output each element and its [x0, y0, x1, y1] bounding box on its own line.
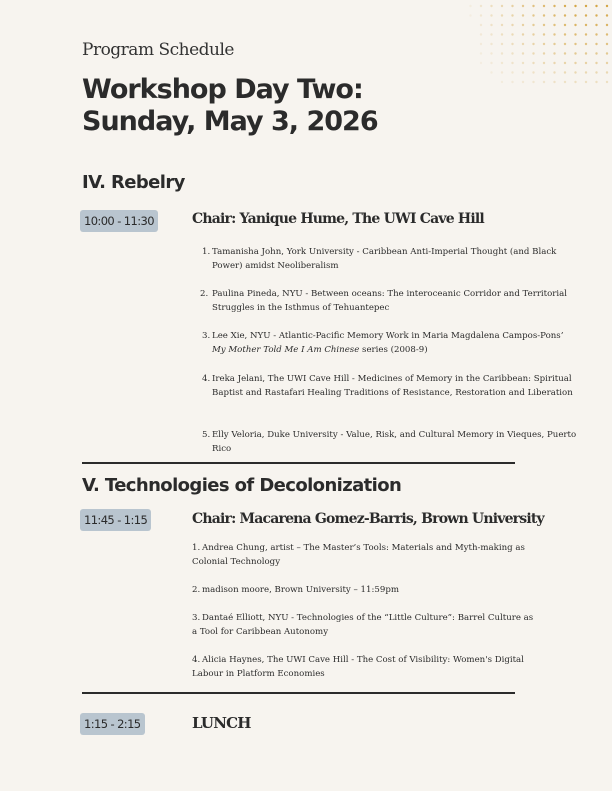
decorative-dot: [501, 43, 503, 45]
list-item: [202, 372, 587, 400]
time-badge: 10:00 - 11:30: [80, 210, 158, 232]
decorative-dot: [606, 52, 608, 54]
page-title: [82, 74, 378, 138]
list-item: [202, 329, 587, 357]
decorative-dot: [595, 5, 597, 7]
decorative-dot: [522, 62, 524, 64]
decorative-dot: [543, 24, 545, 26]
decorative-dot: [543, 71, 545, 73]
section-divider: [82, 692, 515, 694]
decorative-dot: [606, 24, 608, 26]
decorative-dot: [595, 52, 597, 54]
section-title: IV. Rebelry: [82, 172, 185, 193]
decorative-dot: [595, 62, 597, 64]
decorative-dot: [501, 14, 503, 16]
decorative-dot: [585, 81, 587, 83]
decorative-dot: [595, 71, 597, 73]
decorative-dot: [490, 52, 492, 54]
talk-list: [202, 245, 587, 460]
decorative-dot: [543, 43, 545, 45]
decorative-dot: [532, 43, 534, 45]
decorative-dot: [532, 24, 534, 26]
decorative-dot: [511, 62, 513, 64]
talk-text: Alicia Haynes, The UWI Cave Hill - The Cost of Visibility: Women's Digital Labour in Platform Economies: [192, 655, 524, 679]
list-item: [202, 245, 587, 273]
decorative-dot: [490, 62, 492, 64]
decorative-dot: [469, 14, 471, 16]
decorative-dot: [490, 33, 492, 35]
decorative-dot: [564, 71, 566, 73]
decorative-dot: [564, 81, 566, 83]
decorative-dot: [574, 52, 576, 54]
decorative-dot: [553, 71, 555, 73]
decorative-dot: [501, 81, 503, 83]
decorative-dot: [606, 81, 608, 83]
decorative-dot: [553, 43, 555, 45]
decorative-dot: [543, 14, 545, 16]
decorative-dot: [564, 62, 566, 64]
section-divider: [82, 462, 515, 464]
decorative-dot: [606, 43, 608, 45]
decorative-dot: [532, 71, 534, 73]
decorative-dot: [595, 81, 597, 83]
decorative-dot: [480, 24, 482, 26]
decorative-dot: [574, 71, 576, 73]
decorative-dot: [574, 81, 576, 83]
decorative-dot: [490, 71, 492, 73]
decorative-dot: [522, 52, 524, 54]
decorative-dot: [511, 81, 513, 83]
talk-text: Dantaé Elliott, NYU - Technologies of the “Little Culture”: Barrel Culture as a Tool for Caribbean Autonomy: [192, 613, 534, 637]
decorative-dot: [501, 52, 503, 54]
decorative-dot: [522, 5, 524, 7]
item-number: 5.: [202, 430, 211, 440]
talk-text: Ireka Jelani, The UWI Cave Hill - Medicines of Memory in the Caribbean: Spiritual Baptist and Rastafari Healing Traditions of Resistance, Restoration and Liberation: [212, 374, 573, 398]
decorative-dot: [522, 33, 524, 35]
talk-text: [202, 329, 587, 357]
decorative-dot: [511, 71, 513, 73]
decorative-dot: [501, 5, 503, 7]
talk-text: Tamanisha John, York University - Caribbean Anti-Imperial Thought (and Black Power) amidst Neoliberalism: [212, 247, 557, 271]
decorative-dot: [606, 33, 608, 35]
decorative-dot: [532, 33, 534, 35]
talk-text-tail: series (2008-9): [359, 345, 428, 355]
decorative-dot: [585, 33, 587, 35]
decorative-dot: [595, 14, 597, 16]
decorative-dot: [543, 81, 545, 83]
chair-heading: Chair: Macarena Gomez-Barris, Brown University: [192, 511, 544, 527]
decorative-dot: [553, 62, 555, 64]
decorative-dot: [574, 62, 576, 64]
decorative-dot: [532, 5, 534, 7]
lunch-heading: LUNCH: [192, 714, 251, 732]
decorative-dot: [564, 52, 566, 54]
decorative-dot: [511, 14, 513, 16]
item-number: 2.: [200, 289, 209, 299]
title-line-1: Workshop Day Two:: [82, 74, 363, 105]
decorative-dot: [585, 24, 587, 26]
decorative-dot: [553, 33, 555, 35]
decorative-dot: [553, 5, 555, 7]
list-item: [192, 583, 537, 597]
decorative-dot: [543, 62, 545, 64]
title-line-2: Sunday, May 3, 2026: [82, 106, 378, 137]
decorative-dot: [511, 52, 513, 54]
decorative-dot: [511, 24, 513, 26]
decorative-dot: [574, 33, 576, 35]
decorative-dot: [606, 14, 608, 16]
decorative-dot: [543, 52, 545, 54]
item-number: 1.: [202, 247, 211, 257]
decorative-dot: [553, 52, 555, 54]
item-number: 3.: [192, 613, 201, 623]
talk-text: Elly Veloria, Duke University - Value, Risk, and Cultural Memory in Vieques, Puerto Rico: [212, 430, 577, 454]
decorative-dot: [595, 33, 597, 35]
decorative-dot: [585, 43, 587, 45]
decorative-dot: [543, 5, 545, 7]
decorative-dot: [553, 81, 555, 83]
decorative-dot: [532, 81, 534, 83]
decorative-dot: [543, 33, 545, 35]
talk-text-main: Lee Xie, NYU - Atlantic-Pacific Memory Work in Maria Magdalena Campos-Pons’: [212, 331, 564, 341]
decorative-dot: [574, 43, 576, 45]
item-number: 4.: [202, 374, 211, 384]
item-number: 4.: [192, 655, 201, 665]
decorative-dot: [480, 33, 482, 35]
decorative-dot: [501, 33, 503, 35]
decorative-dot: [574, 14, 576, 16]
decorative-dot: [595, 43, 597, 45]
artwork-title: My Mother Told Me I Am Chinese: [212, 345, 360, 355]
decorative-dot: [606, 62, 608, 64]
decorative-dot: [501, 71, 503, 73]
decorative-dot: [501, 24, 503, 26]
list-item: [192, 653, 537, 681]
list-item: [202, 287, 587, 315]
talk-text: madison moore, Brown University – 11:59pm: [202, 585, 399, 595]
decorative-dot: [595, 24, 597, 26]
time-badge: 11:45 - 1:15: [80, 509, 151, 531]
decorative-dot: [606, 71, 608, 73]
decorative-dot: [511, 5, 513, 7]
decorative-dot: [553, 14, 555, 16]
item-number: 2.: [192, 585, 201, 595]
decorative-dot: [532, 62, 534, 64]
eyebrow-label: Program Schedule: [82, 40, 234, 60]
decorative-dot: [501, 62, 503, 64]
decorative-dot: [574, 24, 576, 26]
decorative-dot: [522, 43, 524, 45]
decorative-dot: [532, 52, 534, 54]
decorative-dot: [480, 43, 482, 45]
decorative-dot: [564, 33, 566, 35]
talk-text: Andrea Chung, artist – The Master’s Tools: Materials and Myth-making as Colonial Technology: [192, 543, 525, 567]
decorative-dot: [490, 24, 492, 26]
decorative-dot: [511, 33, 513, 35]
decorative-dot: [564, 5, 566, 7]
list-item: [202, 428, 587, 456]
decorative-dot: [511, 43, 513, 45]
list-item: [192, 541, 537, 569]
decorative-dot: [490, 14, 492, 16]
time-badge: 1:15 - 2:15: [80, 713, 145, 735]
decorative-dot: [469, 5, 471, 7]
decorative-dot-pattern: [452, 0, 612, 90]
decorative-dot: [585, 62, 587, 64]
decorative-dot: [574, 5, 576, 7]
talk-list: [192, 541, 537, 686]
decorative-dot: [564, 14, 566, 16]
decorative-dot: [553, 24, 555, 26]
decorative-dot: [480, 14, 482, 16]
item-number: 1.: [192, 543, 201, 553]
decorative-dot: [522, 24, 524, 26]
decorative-dot: [490, 5, 492, 7]
decorative-dot: [606, 5, 608, 7]
list-item: [192, 611, 537, 639]
decorative-dot: [522, 14, 524, 16]
decorative-dot: [522, 81, 524, 83]
decorative-dot: [585, 52, 587, 54]
decorative-dot: [532, 14, 534, 16]
chair-heading: Chair: Yanique Hume, The UWI Cave Hill: [192, 211, 484, 227]
decorative-dot: [585, 14, 587, 16]
decorative-dot: [480, 5, 482, 7]
talk-text: Paulina Pineda, NYU - Between oceans: The interoceanic Corridor and Territorial Struggles in the Isthmus of Tehuantepec: [212, 289, 568, 313]
item-number: 3.: [202, 331, 211, 341]
decorative-dot: [564, 43, 566, 45]
decorative-dot: [490, 43, 492, 45]
decorative-dot: [585, 71, 587, 73]
decorative-dot: [564, 24, 566, 26]
decorative-dot: [522, 71, 524, 73]
section-title: V. Technologies of Decolonization: [82, 475, 402, 496]
decorative-dot: [585, 5, 587, 7]
decorative-dot: [480, 52, 482, 54]
decorative-dot: [480, 62, 482, 64]
